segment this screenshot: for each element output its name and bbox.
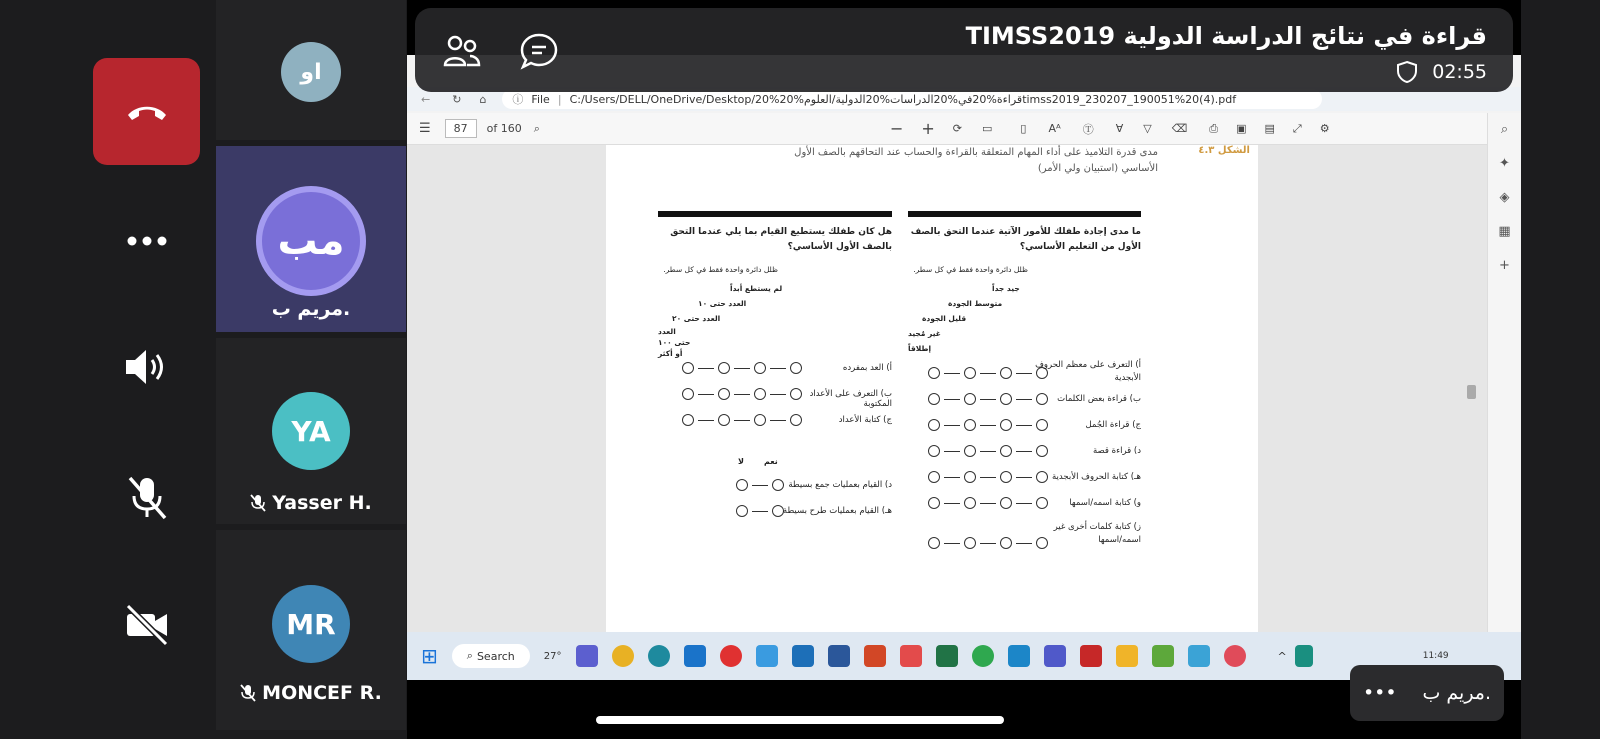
item-label: أ) التعرف على معظم الحروف الأبجدية: [1035, 360, 1141, 383]
page-view-icon[interactable]: ▯: [1020, 122, 1027, 135]
divider-bar: [658, 211, 892, 217]
item-label: ز) كتابة كلمات أخرى غير اسمه/اسمها: [1053, 522, 1141, 545]
item-label: ج) قراءة الجُمل: [1085, 420, 1141, 430]
fullscreen-icon[interactable]: ⤢: [1292, 121, 1302, 135]
scale-label: قليل الجودة: [922, 314, 967, 323]
instruction-text: ظلل دائرة واحدة فقط في كل سطر.: [663, 265, 778, 274]
scale-label: العدد حتى ٢٠: [672, 314, 721, 323]
meeting-header: [415, 8, 1513, 92]
app-pink-icon[interactable]: [1224, 645, 1246, 667]
participant-tile-active[interactable]: [216, 146, 406, 332]
microphone-muted-button[interactable]: [93, 452, 200, 542]
app-blue-s-icon[interactable]: [1008, 645, 1030, 667]
avatar: MR: [272, 585, 350, 663]
camera-off-button[interactable]: [93, 580, 200, 670]
shared-screen: [407, 0, 1521, 739]
no-label: لا: [738, 457, 744, 466]
mic-off-icon: [250, 494, 266, 512]
home-indicator[interactable]: [596, 716, 1004, 724]
app-circle-icon[interactable]: [972, 645, 994, 667]
print-icon[interactable]: ⎙: [1209, 121, 1219, 135]
home-icon[interactable]: ⌂: [479, 92, 487, 106]
scrollbar-thumb[interactable]: [1467, 385, 1476, 399]
text-icon[interactable]: Ⓣ: [1082, 122, 1094, 136]
answer-row[interactable]: [928, 445, 1048, 457]
meeting-title: قراءة في نتائج الدراسة الدولية TIMSS2019: [965, 22, 1487, 50]
figure-label: الشكل ٤.٣: [1198, 145, 1250, 156]
draw-icon[interactable]: ∀: [1115, 122, 1124, 135]
app-red-icon[interactable]: [1080, 645, 1102, 667]
participants-button[interactable]: [443, 34, 481, 72]
speaker-icon: [124, 347, 170, 387]
answer-row[interactable]: [928, 471, 1048, 483]
item-label: ج) كتابة الأعداد: [838, 415, 892, 425]
app-s-icon[interactable]: [900, 645, 922, 667]
participant-tile[interactable]: [216, 0, 406, 140]
mic-off-icon: [240, 684, 256, 702]
item-label: هـ) كتابة الحروف الأبجدية: [1051, 472, 1141, 482]
pdf-viewer[interactable]: [407, 145, 1487, 632]
left-question: هل كان طفلك يستطيع القيام بما يلي عندما التحق بالصف الأول الأساسي؟: [670, 227, 892, 252]
right-question: ما مدى إجادة طفلك للأمور الآتية عندما التحق بالصف الأول من التعليم الأساسي؟: [910, 227, 1141, 252]
fit-page-icon[interactable]: ▭: [981, 122, 993, 135]
highlight-icon[interactable]: ▽: [1143, 122, 1152, 135]
opera-icon[interactable]: [720, 645, 742, 667]
taskbar-search[interactable]: [452, 644, 530, 668]
item-label: د) قراءة قصة: [1092, 446, 1141, 456]
word-icon[interactable]: [828, 645, 850, 667]
yes-label: نعم: [763, 457, 778, 466]
speaker-button[interactable]: [93, 322, 200, 412]
photo-app-icon[interactable]: [1152, 645, 1174, 667]
weather-temp[interactable]: 27°: [543, 650, 562, 662]
chrome-icon[interactable]: [612, 645, 634, 667]
mail-icon[interactable]: [684, 645, 706, 667]
copilot-icon[interactable]: ✦: [1499, 156, 1510, 171]
photos-icon[interactable]: [756, 645, 778, 667]
divider: |: [557, 92, 562, 106]
windows-start-icon[interactable]: ⊞: [421, 644, 438, 668]
participant-name: Yasser H.: [272, 492, 372, 514]
more-dots-icon: •••: [1362, 682, 1397, 704]
excel-icon[interactable]: [936, 645, 958, 667]
pdf-toolbar: [407, 113, 1521, 145]
page-number-input[interactable]: 87: [445, 119, 477, 138]
scale-label: غير مُجيد إطلاقاً: [908, 329, 941, 353]
toast-name: مريم ب.: [1422, 682, 1492, 704]
taskbar-apps: [576, 645, 1260, 667]
snipping-icon[interactable]: [1188, 645, 1210, 667]
file-explorer-icon[interactable]: [1116, 645, 1138, 667]
right-scale: [908, 281, 1020, 356]
file-label: File: [531, 92, 550, 106]
people-icon: [443, 34, 481, 68]
scale-label: العدد حتى ١٠٠ أو أكثر: [658, 327, 691, 358]
taskbar-time[interactable]: 11:49: [1422, 651, 1449, 661]
scale-label: لم يستطع أبداً: [730, 284, 783, 293]
tray-chevron-icon[interactable]: ^: [1277, 649, 1287, 663]
avatar: او: [281, 42, 341, 102]
info-icon: ⓘ: [512, 93, 524, 106]
scale-label: العدد حتى ١٠: [698, 299, 747, 308]
scale-label: متوسط الجودة: [948, 299, 1003, 308]
refresh-icon[interactable]: ↻: [452, 92, 462, 106]
heading-line-1: مدى قدرة التلاميذ على أداء المهام المتعلقة بالقراءة والحساب عند التحاقهم بالصف الأول: [794, 147, 1158, 158]
back-icon[interactable]: ←: [421, 92, 431, 106]
participant-tile[interactable]: [216, 530, 406, 730]
item-label: أ) العد بمفرده: [842, 363, 892, 373]
answer-row[interactable]: [928, 537, 1048, 549]
meeting-timer: 02:55: [1432, 61, 1487, 83]
answer-row[interactable]: [928, 419, 1048, 431]
add-icon[interactable]: +: [1499, 258, 1510, 273]
games-icon[interactable]: ◈: [1499, 190, 1510, 205]
yes-no-header: [738, 457, 778, 466]
answer-row[interactable]: [928, 367, 1048, 379]
scale-label: جيد جداً: [992, 284, 1020, 293]
save-as-icon[interactable]: ▤: [1264, 122, 1275, 135]
edge-sidebar: [1487, 113, 1521, 632]
save-icon[interactable]: ▣: [1236, 122, 1247, 135]
read-aloud-icon[interactable]: Aᴬ: [1048, 122, 1061, 135]
chat-icon: [519, 32, 559, 70]
powerpoint-icon[interactable]: [864, 645, 886, 667]
leave-call-button[interactable]: [93, 58, 200, 165]
outlook-icon[interactable]: [792, 645, 814, 667]
mic-off-icon: [125, 474, 169, 520]
item-label: ب) قراءة بعض الكلمات: [1057, 394, 1141, 404]
url-text[interactable]: C:/Users/DELL/OneDrive/Desktop/20%قراءة%20في%20الدراسات%20الدولية/العلوم%20timss2019_230207_190051%20(4).pdf: [569, 92, 1237, 106]
search-icon[interactable]: ⌕: [1500, 122, 1509, 137]
instruction-text: ظلل دائرة واحدة فقط في كل سطر.: [913, 265, 1028, 274]
settings-icon[interactable]: ⚙: [1319, 122, 1330, 135]
search-icon: ⌕: [466, 649, 473, 662]
chat-button[interactable]: [519, 32, 559, 74]
participant-name: MONCEF R.: [262, 682, 382, 704]
left-scale: [658, 281, 782, 359]
item-label: و) كتابة اسمه/اسمها: [1069, 498, 1141, 508]
office-icon[interactable]: ▦: [1498, 224, 1511, 239]
pdf-page: [606, 145, 1258, 632]
zoom-in-icon[interactable]: +: [921, 119, 935, 138]
participant-name-row: [216, 492, 406, 514]
search-label: Search: [476, 649, 515, 663]
edge-icon[interactable]: [648, 645, 670, 667]
page-total: of 160: [486, 122, 522, 135]
teams-chat-icon[interactable]: [576, 645, 598, 667]
answer-row[interactable]: [928, 497, 1048, 509]
heading-line-2: الأساسي (استبيان ولي الأمر): [1037, 163, 1158, 174]
contents-icon[interactable]: ☰: [419, 121, 431, 136]
screen-content: [407, 55, 1521, 680]
answer-row[interactable]: [928, 393, 1048, 405]
zoom-out-icon[interactable]: −: [889, 119, 904, 138]
shield-icon: [1396, 60, 1418, 84]
video-off-icon: [124, 602, 170, 648]
more-options-button[interactable]: [93, 196, 200, 286]
divider-bar: [908, 211, 1141, 217]
mic-active-icon[interactable]: [1295, 645, 1313, 667]
item-label: د) القيام بعمليات جمع بسيطة: [788, 480, 892, 490]
more-dots-icon: [127, 236, 167, 246]
participant-tile[interactable]: [216, 338, 406, 524]
rotate-icon[interactable]: ⟳: [952, 122, 962, 135]
meeting-status: [1396, 60, 1487, 84]
speaker-toast[interactable]: [1350, 665, 1504, 721]
phone-hangup-icon: [125, 102, 169, 122]
participant-name-row: [216, 682, 406, 704]
avatar: مب: [256, 186, 366, 296]
participant-name: مريم ب.: [271, 298, 351, 320]
teams-icon[interactable]: [1044, 645, 1066, 667]
search-icon[interactable]: ⌕: [533, 121, 540, 135]
item-label: ب) التعرف على الأعداد المكتوبة: [809, 389, 892, 409]
avatar: YA: [272, 392, 350, 470]
eraser-icon[interactable]: ⌫: [1171, 122, 1188, 135]
item-label: هـ) القيام بعمليات طرح بسيطة: [782, 506, 892, 516]
page-heading: [718, 145, 1158, 177]
